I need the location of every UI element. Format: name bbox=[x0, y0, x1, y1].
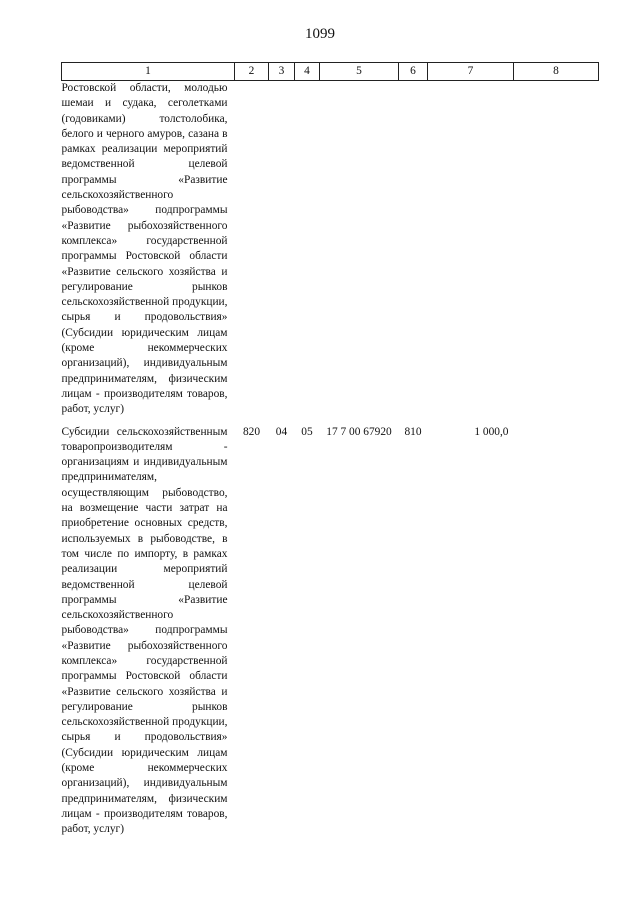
cell-expense-type: 810 bbox=[404, 425, 422, 438]
row-description: Субсидии сельскохозяйственным товаропроизводителям - организациям и индивидуальным предпринимателям, осуществляющим рыбоводство, на возмещение части затрат на приобретение основных средств, используемых в рыбоводстве, в том числе по импорту, в рамках реализации мероприятий ведомственной целевой программы «Развитие сельскохозяйственного рыбоводства» подпрограммы «Развитие рыбохозяйственного комплекса» государственной программы Ростовской области «Развитие сельского хозяйства и регулирование рынков сельскохозяйственной продукции, сырья и продовольствия» (Субсидии юридическим лицам (кроме некоммерческих организаций), индивидуальным предпринимателям, физическим лицам - производителям товаров, работ, услуг) bbox=[61, 425, 228, 836]
cell-expense-type bbox=[399, 81, 428, 418]
column-header: 7 bbox=[428, 63, 514, 81]
cell-amount bbox=[428, 81, 514, 418]
budget-table bbox=[61, 62, 599, 838]
cell-section: 04 bbox=[275, 425, 288, 438]
column-header: 5 bbox=[320, 63, 399, 81]
cell-subsection bbox=[295, 81, 320, 418]
table-row bbox=[62, 425, 599, 838]
cell-ministry-code bbox=[235, 81, 269, 418]
cell-subsection: 05 bbox=[301, 425, 313, 438]
cell-target-item bbox=[320, 81, 399, 418]
column-header: 8 bbox=[514, 63, 599, 81]
cell-ministry-code: 820 bbox=[242, 425, 261, 438]
row-description: Ростовской области, молодью шемаи и судака, сеголетками (годовиками) толстолобика, белого и черного амуров, сазана в рамках реализации мероприятий ведомственной целевой программы «Развитие сельскохозяйственного рыбоводства» подпрограммы «Развитие рыбохозяйственного комплекса» государственной программы Ростовской области «Развитие сельского хозяйства и регулирование рынков сельскохозяйственной продукции, сырья и продовольствия» (Субсидии юридическим лицам (кроме некоммерческих организаций), индивидуальным предпринимателям, физическим лицам - производителям товаров, работ, услуг) bbox=[61, 82, 228, 416]
column-header: 2 bbox=[235, 63, 269, 81]
cell-section bbox=[269, 81, 295, 418]
row-spacer bbox=[62, 418, 599, 425]
table-row bbox=[62, 81, 599, 418]
cell-target-item: 17 7 00 67920 bbox=[326, 425, 392, 438]
cell-amount: 1 000,0 bbox=[474, 425, 509, 438]
column-header: 6 bbox=[399, 63, 428, 81]
cell-column-8 bbox=[514, 425, 599, 838]
column-header: 1 bbox=[62, 63, 235, 81]
table-header-row bbox=[62, 63, 599, 81]
page-number: 1099 bbox=[305, 26, 335, 42]
column-header: 3 bbox=[269, 63, 295, 81]
cell-column-8 bbox=[514, 81, 599, 418]
column-header: 4 bbox=[295, 63, 320, 81]
